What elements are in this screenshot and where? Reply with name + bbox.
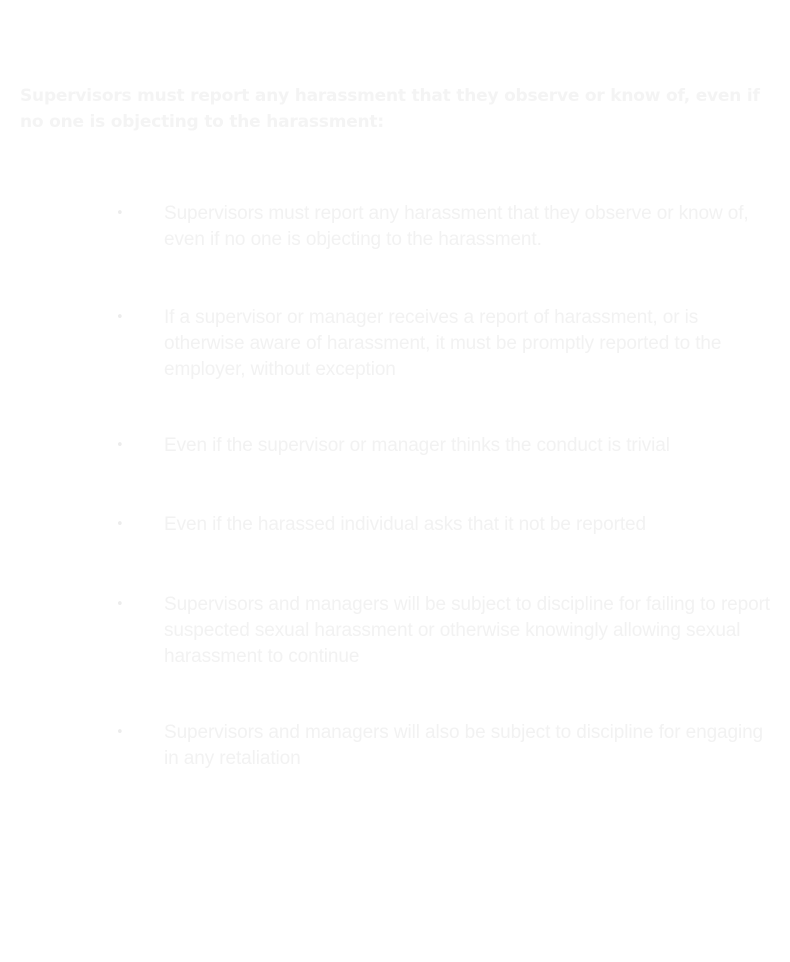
- page-heading: Supervisors must report any harassment that they observe or know of, even if no one is objecting to the harassment:: [20, 86, 760, 132]
- bullet-icon: •: [116, 310, 124, 325]
- bullet-icon: •: [116, 597, 124, 612]
- bullet-text: If a supervisor or manager receives a report of harassment, or is otherwise aware of harassment, it must be promptly reported to the employer, without exception: [164, 307, 722, 380]
- bullet-text: Supervisors and managers will be subject to discipline for failing to report suspected sexual harassment or otherwise knowingly allowing sexual harassment to continue: [164, 594, 770, 667]
- bullet-text: Even if the supervisor or manager thinks the conduct is trivial: [164, 435, 670, 456]
- bullet-icon: •: [116, 438, 124, 453]
- bullet-icon: •: [116, 725, 124, 740]
- bullet-text: Supervisors must report any harassment that they observe or know of, even if no one is objecting to the harassment.: [164, 203, 749, 250]
- bullet-icon: •: [116, 206, 124, 221]
- bullet-text: Even if the harassed individual asks that it not be reported: [164, 514, 646, 535]
- bullet-icon: •: [116, 517, 124, 532]
- bullet-text: Supervisors and managers will also be subject to discipline for engaging in any retaliation: [164, 722, 764, 769]
